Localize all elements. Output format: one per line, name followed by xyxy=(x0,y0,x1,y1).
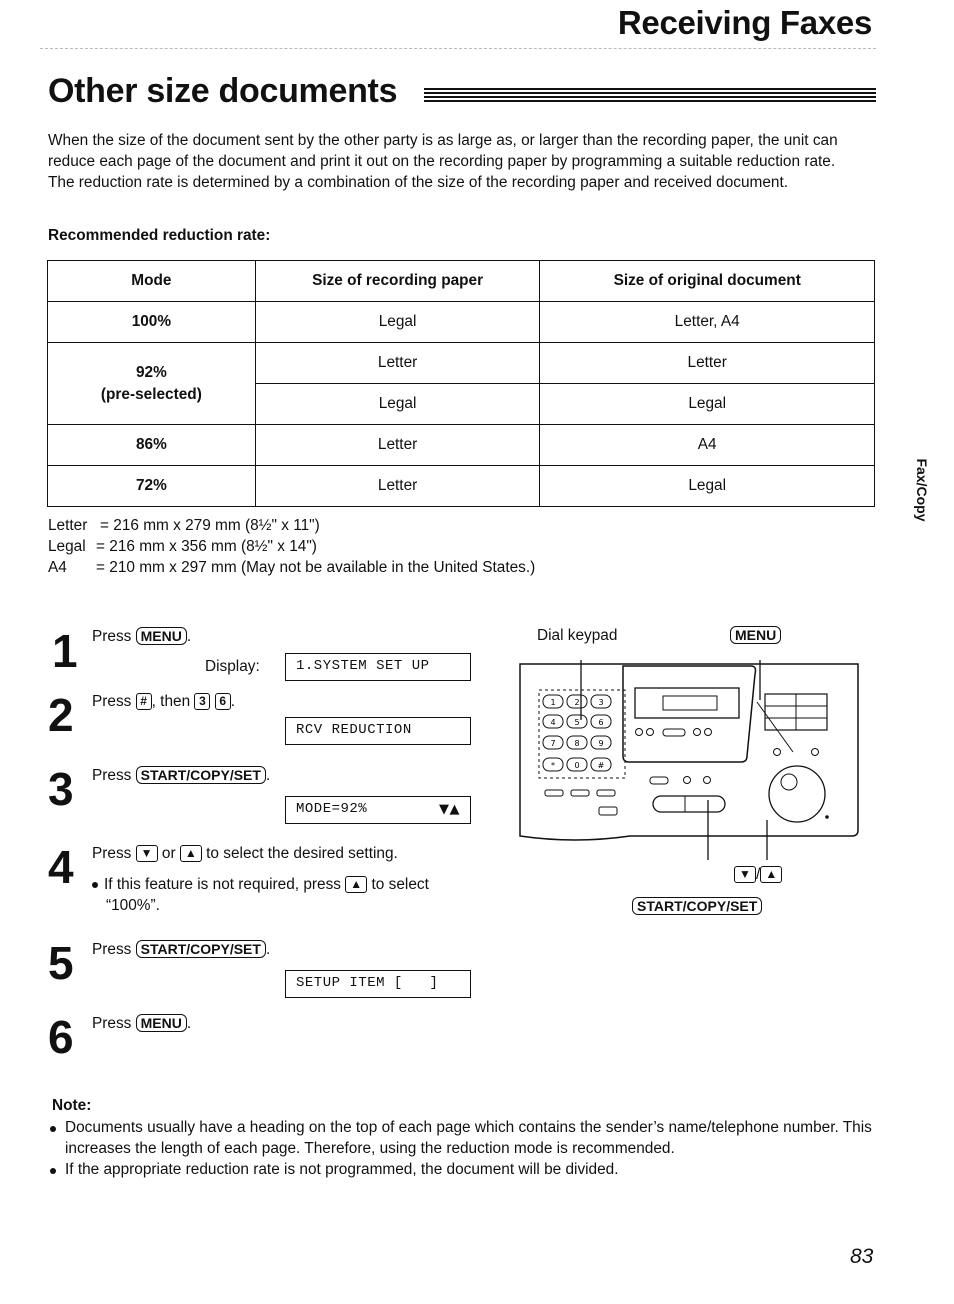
keypad-key-label: 4 xyxy=(550,718,556,727)
diagram-start-label xyxy=(632,897,762,916)
step-number-2: 2 xyxy=(48,689,74,741)
size-key: Letter xyxy=(48,517,88,534)
digit-6-key: 6 xyxy=(215,693,231,710)
page-header-title: Receiving Faxes xyxy=(617,4,872,41)
down-key: ▼ xyxy=(734,866,756,883)
step-6-text: Press MENU . xyxy=(92,1015,192,1032)
lcd-display-2: RCV REDUCTION xyxy=(285,717,471,745)
panel-button xyxy=(636,729,643,736)
lower-button xyxy=(599,807,617,815)
arrow-separator: / xyxy=(756,866,761,883)
section-side-tab xyxy=(910,450,934,530)
table-row xyxy=(48,466,875,507)
lcd-screen xyxy=(663,696,717,710)
step-3-text: Press START/COPY/SET . xyxy=(92,767,271,784)
page-number: 83 xyxy=(850,1245,874,1268)
up-key: ▲ xyxy=(180,845,202,862)
table-cell-paper: Letter xyxy=(255,466,540,507)
size-line-letter xyxy=(48,515,535,536)
start-copy-set-button xyxy=(653,796,725,812)
table-cell-mode xyxy=(48,343,256,425)
intro-text xyxy=(48,130,868,193)
step-2-text: Press # , then 3 6 . xyxy=(92,693,235,710)
mode-note: (pre-selected) xyxy=(100,385,202,403)
step-4-bullet-c: “100%”. xyxy=(106,897,160,914)
lower-button xyxy=(545,790,563,796)
menu-key: MENU xyxy=(136,627,187,645)
step-2-then: , then xyxy=(151,693,191,710)
note-text: If the appropriate reduction rate is not programmed, the document will be divided. xyxy=(65,1161,619,1178)
reduction-rate-table xyxy=(47,260,875,507)
table-row xyxy=(48,343,875,384)
up-key: ▲ xyxy=(345,876,367,893)
keypad-key-label: 3 xyxy=(598,698,604,707)
up-key: ▲ xyxy=(760,866,782,883)
mode-value: 92% xyxy=(135,363,167,381)
table-cell-paper: Legal xyxy=(255,302,540,343)
table-row xyxy=(48,425,875,466)
intro-paragraph-2: The reduction rate is determined by a combination of the size of the recording paper and received document. xyxy=(48,174,789,191)
panel-button xyxy=(663,729,685,736)
header-rule xyxy=(40,48,876,49)
lcd-display-5: SETUP ITEM [ ] xyxy=(285,970,471,998)
size-value: = 216 mm x 356 mm (8½" x 14") xyxy=(96,538,317,555)
step-1-press: Press xyxy=(92,628,132,645)
keypad-key-label: 5 xyxy=(574,718,580,727)
size-key: Legal xyxy=(48,538,86,555)
table-cell-document: Legal xyxy=(540,384,875,425)
start-copy-set-key: START/COPY/SET xyxy=(136,766,266,784)
keypad-key-label: 0 xyxy=(574,761,580,770)
note-bullet xyxy=(50,1159,65,1180)
intro-paragraph-1: When the size of the document sent by the other party is as large as, or larger than the recording paper, the unit can reduce each page of the document and print it out on the recording paper by programming a suitable reduction rate. xyxy=(48,132,838,170)
fax-machine-diagram xyxy=(515,660,865,860)
arrow-button xyxy=(774,749,781,756)
lcd-display-1: 1.SYSTEM SET UP xyxy=(285,653,471,681)
table-header-paper: Size of recording paper xyxy=(255,261,540,302)
lower-button xyxy=(571,790,589,796)
note-bullet xyxy=(50,1117,65,1159)
dial-keypad-label: Dial keypad xyxy=(537,627,618,644)
heading-decoration-lines xyxy=(424,88,876,104)
step-6-press: Press xyxy=(92,1015,132,1032)
step-3-press: Press xyxy=(92,767,132,784)
diagram-menu-label xyxy=(730,626,781,645)
paper-size-definitions xyxy=(48,515,535,578)
step-4-rest: to select the desired setting. xyxy=(206,845,398,862)
bullet-icon xyxy=(50,1168,56,1174)
note-title: Note: xyxy=(52,1097,92,1114)
size-line-legal xyxy=(48,536,535,557)
table-row xyxy=(48,302,875,343)
diagram-arrow-keys-label xyxy=(734,866,782,884)
size-line-a4 xyxy=(48,557,535,578)
notes-list xyxy=(50,1117,880,1180)
step-4-text xyxy=(92,844,398,864)
step-1-text: Press MENU . xyxy=(92,628,192,645)
table-cell-mode: 86% xyxy=(48,425,256,466)
step-5-press: Press xyxy=(92,941,132,958)
indicator-light xyxy=(704,777,711,784)
table-cell-document: Letter, A4 xyxy=(540,302,875,343)
lcd-window xyxy=(635,688,739,718)
step-4-bullet-b: to select xyxy=(371,876,429,893)
section-heading: Other size documents xyxy=(48,72,398,110)
bullet-icon xyxy=(50,1126,56,1132)
recommended-rate-label: Recommended reduction rate: xyxy=(48,227,271,244)
table-cell-paper: Letter xyxy=(255,343,540,384)
step-4-or: or xyxy=(161,845,176,862)
keypad-key-label: 9 xyxy=(598,739,604,748)
menu-key: MENU xyxy=(136,1014,187,1032)
note-text: Documents usually have a heading on the top of each page which contains the sender’s name/telephone number. This increases the length of each page. Therefore, using the reduction mode is recommended. xyxy=(65,1119,872,1157)
keypad-key-label: 7 xyxy=(550,739,556,748)
navigator-dial xyxy=(769,766,825,822)
step-number-5: 5 xyxy=(48,937,74,989)
keypad-key-label: 6 xyxy=(598,718,604,727)
panel-button xyxy=(647,729,654,736)
arrow-key-pointer xyxy=(757,702,793,752)
lower-button xyxy=(597,790,615,796)
control-panel-outline xyxy=(623,666,756,762)
note-item xyxy=(50,1159,880,1180)
digit-3-key: 3 xyxy=(194,693,210,710)
lcd-3-arrows: ▼▲ xyxy=(439,802,460,817)
size-key: A4 xyxy=(48,559,67,576)
keypad-key-label: 2 xyxy=(574,698,580,707)
table-cell-mode: 72% xyxy=(48,466,256,507)
keypad-key-label: 8 xyxy=(574,739,580,748)
dial-center xyxy=(781,774,797,790)
keypad-keys xyxy=(543,695,611,771)
table-cell-document: Letter xyxy=(540,343,875,384)
table-cell-paper: Legal xyxy=(255,384,540,425)
keypad-key-label: * xyxy=(551,761,555,770)
step-4-bullet-a: If this feature is not required, press xyxy=(104,876,341,893)
step-number-4: 4 xyxy=(48,841,74,893)
table-header-row xyxy=(48,261,875,302)
panel-buttons xyxy=(636,729,712,737)
step-4-press: Press xyxy=(92,845,132,862)
note-item xyxy=(50,1117,880,1159)
bullet-icon xyxy=(92,882,98,888)
table-header-mode: Mode xyxy=(48,261,256,302)
table-cell-mode: 100% xyxy=(48,302,256,343)
panel-button xyxy=(705,729,712,736)
table-cell-document: A4 xyxy=(540,425,875,466)
start-copy-set-key: START/COPY/SET xyxy=(632,897,762,915)
lcd-display-3 xyxy=(285,796,471,824)
table-header-document: Size of original document xyxy=(540,261,875,302)
display-label: Display: xyxy=(205,658,260,675)
keypad-key-label: # xyxy=(597,761,605,770)
side-tab-label: Fax/Copy xyxy=(914,458,930,522)
step-number-1: 1 xyxy=(52,625,78,677)
size-value: = 216 mm x 279 mm (8½" x 11") xyxy=(100,517,320,534)
hash-key: # xyxy=(136,693,152,710)
table-cell-document: Legal xyxy=(540,466,875,507)
arrow-button xyxy=(812,749,819,756)
start-copy-set-key: START/COPY/SET xyxy=(136,940,266,958)
step-2-press: Press xyxy=(92,693,132,710)
step-5-text: Press START/COPY/SET . xyxy=(92,941,271,958)
step-4-bullet xyxy=(92,875,429,895)
lower-button xyxy=(650,777,668,784)
indicator-dot xyxy=(825,815,829,819)
table-cell-paper: Letter xyxy=(255,425,540,466)
size-value: = 210 mm x 297 mm (May not be available in the United States.) xyxy=(96,559,536,576)
panel-button xyxy=(694,729,701,736)
step-number-6: 6 xyxy=(48,1011,74,1063)
menu-key: MENU xyxy=(730,626,781,644)
step-number-3: 3 xyxy=(48,763,74,815)
indicator-light xyxy=(684,777,691,784)
down-key: ▼ xyxy=(136,845,158,862)
keypad-key-label: 1 xyxy=(550,698,556,707)
lcd-3-text: MODE=92% xyxy=(296,801,368,817)
